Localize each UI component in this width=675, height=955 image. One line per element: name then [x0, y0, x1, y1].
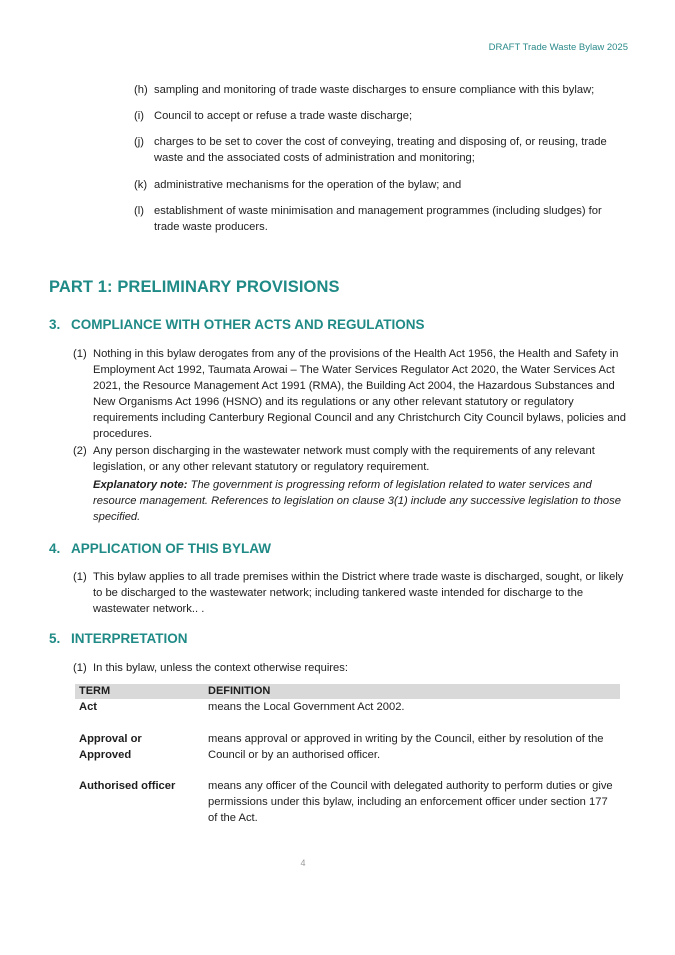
table-row-definition: means any officer of the Council with delegated authority to perform duties or give permissions under this bylaw, including an enforcement officer under section 177 of the Act.	[208, 780, 613, 824]
clause-text: This bylaw applies to all trade premises within the District where trade waste is discharged, sought, or likely to be discharged to the wastewater network; including tankered waste intended for discharge to the wastewater network.. .	[93, 571, 624, 615]
clause-text: Nothing in this bylaw derogates from any of the provisions of the Health Act 1956, the Health and Safety in Employment Act 1992, Taumata Arowai – The Water Services Regulator Act 2020, the Water Services Act 2021, the Resource Management Act 1991 (RMA), the Building Act 2004, the Hazardous Substances and New Organisms Act 1996 (HSNO) and its regulations or any other relevant statutory or regulatory requirements including Canterbury Regional Council and any Christchurch City Council bylaws, policies and procedures.	[93, 348, 626, 440]
definitions-table-header	[75, 684, 620, 699]
list-text: sampling and monitoring of trade waste discharges to ensure compliance with this bylaw;	[154, 84, 595, 96]
table-row-term	[79, 699, 97, 715]
list-marker: (j)	[134, 136, 144, 148]
page-number: 4	[300, 858, 306, 868]
running-header: DRAFT Trade Waste Bylaw 2025	[488, 42, 628, 53]
term-column-header: TERM	[79, 685, 111, 697]
section-number: 4.	[49, 541, 61, 556]
definition-column-header: DEFINITION	[208, 685, 271, 697]
term-line: Authorised officer	[79, 780, 176, 792]
list-text: administrative mechanisms for the operation of the bylaw; and	[154, 179, 462, 191]
section-title: INTERPRETATION	[71, 631, 188, 646]
list-text: establishment of waste minimisation and management programmes (including sludges) for trade waste producers.	[154, 205, 602, 233]
note-text: The government is progressing reform of legislation related to water services and resource management. References to legislation on clause 3(1) include any successive legislation to those specified.	[93, 479, 621, 523]
clause-marker: (1)	[73, 348, 87, 360]
clause-text: In this bylaw, unless the context otherwise requires:	[93, 662, 348, 674]
section-heading-3	[49, 317, 425, 332]
section-title: COMPLIANCE WITH OTHER ACTS AND REGULATIONS	[71, 317, 425, 332]
list-marker: (i)	[134, 110, 144, 122]
table-row-term	[79, 731, 142, 763]
section-title: APPLICATION OF THIS BYLAW	[71, 541, 271, 556]
term-line: Approved	[79, 749, 132, 761]
section-heading-4	[49, 541, 271, 556]
term-line: Approval or	[79, 733, 142, 745]
clause-marker: (1)	[73, 662, 87, 674]
table-row-definition: means the Local Government Act 2002.	[208, 701, 405, 713]
table-row-term	[79, 778, 175, 794]
list-marker: (l)	[134, 205, 144, 217]
clause-marker: (2)	[73, 445, 87, 457]
list-marker: (h)	[134, 84, 148, 96]
term-line: Act	[79, 701, 98, 713]
clause-marker: (1)	[73, 571, 87, 583]
section-number: 5.	[49, 631, 61, 646]
list-marker: (k)	[134, 179, 148, 191]
section-number: 3.	[49, 317, 61, 332]
list-text: Council to accept or refuse a trade waste discharge;	[154, 110, 413, 122]
part-heading: PART 1: PRELIMINARY PROVISIONS	[49, 278, 340, 296]
table-row-definition: means approval or approved in writing by the Council, either by resolution of the Council or by an authorised officer.	[208, 733, 604, 761]
clause-text: Any person discharging in the wastewater network must comply with the requirements of any relevant legislation, or any other relevant statutory or regulatory requirement.	[93, 445, 595, 473]
list-text: charges to be set to cover the cost of conveying, treating and disposing of, or reusing, trade waste and the associated costs of administration and monitoring;	[154, 136, 607, 164]
note-label: Explanatory note:	[93, 479, 188, 491]
section-heading-5	[49, 631, 188, 646]
